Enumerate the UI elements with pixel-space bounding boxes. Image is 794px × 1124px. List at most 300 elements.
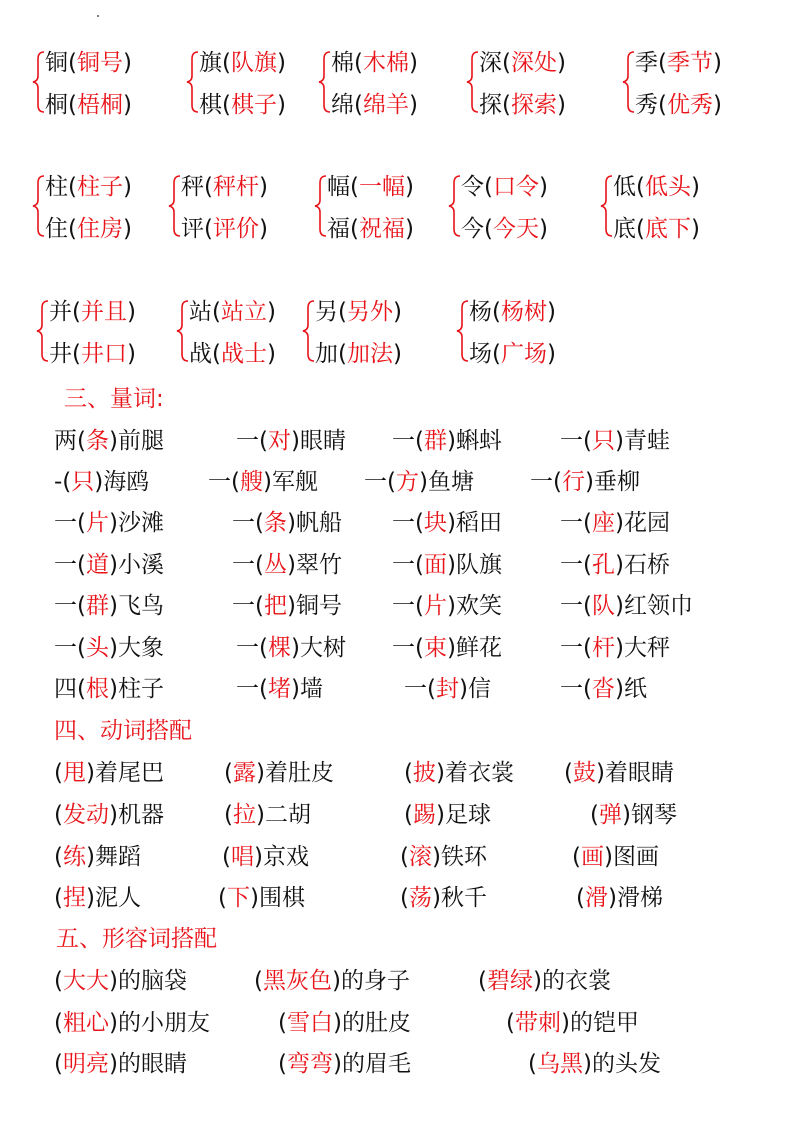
item-prefix: (	[278, 1051, 287, 1077]
base-character: 住	[45, 216, 68, 242]
answer-word: 祝福	[358, 216, 405, 242]
brace-icon	[318, 50, 332, 114]
answer-word: 片	[85, 510, 109, 536]
measure-word-item	[392, 512, 502, 535]
measure-word-item	[392, 430, 502, 453]
item-prefix: 一(	[404, 676, 436, 702]
item-prefix: (	[254, 968, 263, 994]
item-prefix: (	[564, 760, 573, 786]
base-character: 低	[613, 174, 636, 200]
verb-collocation-item	[404, 762, 514, 785]
answer-word: 把	[263, 593, 287, 619]
item-prefix: (	[218, 885, 227, 911]
verb-collocation-item	[400, 846, 487, 869]
answer-word: 梧桐	[76, 92, 123, 118]
item-prefix: 一(	[560, 552, 592, 578]
answer-word: 乌黑	[536, 1051, 583, 1077]
adjective-collocation-item	[528, 1053, 661, 1076]
section-heading-verb-collocations: 四、动词搭配	[54, 718, 192, 744]
measure-word-item	[54, 678, 164, 701]
adjective-collocation-item	[254, 970, 410, 993]
answer-word: 条	[263, 510, 287, 536]
item-suffix: )的身子	[331, 968, 410, 994]
answer-word: 加法	[346, 341, 393, 367]
measure-word-item	[232, 512, 342, 535]
measure-word-item	[232, 595, 342, 618]
item-suffix: )蝌蚪	[446, 428, 502, 454]
answer-word: 木棉	[362, 50, 409, 76]
answer-word: 只	[591, 428, 615, 454]
verb-collocation-item	[590, 804, 677, 827]
answer-word: 住房	[76, 216, 123, 242]
item-suffix: )的铠甲	[560, 1010, 639, 1036]
item-prefix: 两(	[54, 428, 86, 454]
brace-icon	[456, 299, 470, 363]
verb-collocation-item	[54, 887, 141, 910]
brace-icon	[32, 50, 46, 114]
item-prefix: (	[400, 885, 409, 911]
answer-word: 弯弯	[286, 1051, 333, 1077]
answer-word: 艘	[239, 469, 263, 495]
measure-word-item	[560, 678, 647, 701]
item-prefix: 一(	[236, 428, 268, 454]
item-suffix: )秋千	[431, 885, 487, 911]
char-pair-line: 底(底下)	[613, 216, 700, 242]
measure-word-item	[364, 471, 474, 494]
answer-word: 头	[85, 635, 109, 661]
measure-word-item	[232, 554, 342, 577]
char-pair-line: 战(战士)	[189, 341, 276, 367]
answer-word: 群	[85, 593, 109, 619]
answer-word: 对	[267, 428, 291, 454]
base-character: 令	[461, 174, 484, 200]
char-pair-line: 今(今天)	[461, 216, 548, 242]
base-character: 深	[479, 50, 502, 76]
base-character: 评	[181, 216, 204, 242]
base-character: 探	[479, 92, 502, 118]
answer-word: 底下	[644, 216, 691, 242]
page-dot	[97, 15, 99, 17]
measure-word-item	[392, 554, 502, 577]
verb-collocation-item	[404, 804, 491, 827]
char-pair-line: 秀(优秀)	[635, 92, 722, 118]
answer-word: 发动	[62, 802, 109, 828]
item-prefix: 一(	[54, 593, 86, 619]
answer-word: 鼓	[572, 760, 596, 786]
measure-word-item	[236, 678, 323, 701]
item-prefix: (	[590, 802, 599, 828]
answer-word: 甩	[62, 760, 86, 786]
item-prefix: 一(	[392, 635, 424, 661]
answer-word: 孔	[591, 552, 615, 578]
adjective-collocation-item	[478, 970, 611, 993]
item-suffix: )着尾巴	[85, 760, 164, 786]
verb-collocation-item	[222, 846, 309, 869]
item-suffix: )花园	[614, 510, 670, 536]
answer-word: 粗心	[62, 1010, 109, 1036]
answer-word: 柱子	[76, 174, 123, 200]
answer-word: 季节	[666, 50, 713, 76]
item-suffix: )大象	[108, 635, 164, 661]
brace-icon	[32, 174, 46, 238]
base-character: 季	[635, 50, 658, 76]
measure-word-item	[54, 512, 164, 535]
item-prefix: 四(	[54, 676, 86, 702]
char-pair-line: 桐(梧桐)	[45, 92, 132, 118]
brace-icon	[622, 50, 636, 114]
char-pair-line: 评(评价)	[181, 216, 268, 242]
item-prefix: (	[478, 968, 487, 994]
item-suffix: )小溪	[108, 552, 164, 578]
base-character: 棉	[331, 50, 354, 76]
adjective-collocation-item	[54, 970, 187, 993]
base-character: 战	[189, 341, 212, 367]
verb-collocation-item	[224, 804, 311, 827]
item-prefix: (	[404, 760, 413, 786]
adjective-collocation-item	[278, 1012, 411, 1035]
answer-word: 画	[580, 844, 604, 870]
item-suffix: )的小朋友	[108, 1010, 210, 1036]
item-suffix: )泥人	[85, 885, 141, 911]
item-prefix: (	[278, 1010, 287, 1036]
item-suffix: )着肚皮	[255, 760, 334, 786]
item-prefix: (	[572, 844, 581, 870]
item-prefix: (	[404, 802, 413, 828]
verb-collocation-item	[572, 846, 659, 869]
verb-collocation-item	[400, 887, 487, 910]
brace-icon	[302, 299, 316, 363]
char-pair-line: 深(深处)	[479, 50, 566, 76]
item-suffix: )大秤	[614, 635, 670, 661]
answer-word: 披	[412, 760, 436, 786]
item-suffix: )墙	[290, 676, 323, 702]
answer-word: 口令	[492, 174, 539, 200]
answer-word: 滚	[408, 844, 432, 870]
answer-word: 踢	[412, 802, 436, 828]
item-prefix: (	[506, 1010, 515, 1036]
item-suffix: )前腿	[108, 428, 164, 454]
answer-word: 块	[423, 510, 447, 536]
char-pair-line: 绵(绵羊)	[331, 92, 418, 118]
answer-word: 优秀	[666, 92, 713, 118]
answer-word: 另外	[346, 299, 393, 325]
answer-word: 碧绿	[486, 968, 533, 994]
base-character: 绵	[331, 92, 354, 118]
base-character: 另	[315, 299, 338, 325]
verb-collocation-item	[54, 804, 164, 827]
item-prefix: 一(	[54, 510, 86, 536]
answer-word: 探索	[510, 92, 557, 118]
char-pair-line: 加(加法)	[315, 341, 402, 367]
answer-word: 低头	[644, 174, 691, 200]
item-suffix: )着衣裳	[435, 760, 514, 786]
answer-word: 杆	[591, 635, 615, 661]
char-pair-line: 旗(队旗)	[199, 50, 286, 76]
answer-word: 练	[62, 844, 86, 870]
answer-word: 捏	[62, 885, 86, 911]
answer-word: 行	[561, 469, 585, 495]
base-character: 井	[49, 341, 72, 367]
base-character: 桐	[45, 92, 68, 118]
answer-word: 群	[423, 428, 447, 454]
answer-word: 根	[85, 676, 109, 702]
verb-collocation-item	[54, 762, 164, 785]
base-character: 秤	[181, 174, 204, 200]
item-suffix: )滑梯	[607, 885, 663, 911]
answer-word: 只	[71, 469, 95, 495]
char-pair-line: 探(探索)	[479, 92, 566, 118]
answer-word: 下	[226, 885, 250, 911]
item-suffix: )的眉毛	[332, 1051, 411, 1077]
answer-word: 方	[395, 469, 419, 495]
item-prefix: 一(	[232, 510, 264, 536]
char-pair-line: 幅(一幅)	[327, 174, 414, 200]
brace-icon	[466, 50, 480, 114]
char-pair-line: 杨(杨树)	[469, 299, 556, 325]
item-prefix: (	[54, 760, 63, 786]
measure-word-item	[54, 637, 164, 660]
answer-word: 封	[435, 676, 459, 702]
item-suffix: )大树	[290, 635, 346, 661]
item-suffix: )的脑袋	[108, 968, 187, 994]
adjective-collocation-item	[54, 1012, 210, 1035]
measure-word-item	[392, 595, 502, 618]
item-suffix: )青蛙	[614, 428, 670, 454]
measure-word-item	[560, 430, 670, 453]
measure-word-item	[54, 554, 164, 577]
measure-word-item	[54, 595, 164, 618]
answer-word: 堵	[267, 676, 291, 702]
item-suffix: )钢琴	[621, 802, 677, 828]
item-prefix: 一(	[392, 428, 424, 454]
answer-word: 束	[423, 635, 447, 661]
item-suffix: )海鸥	[94, 469, 150, 495]
item-prefix: (	[576, 885, 585, 911]
item-suffix: )信	[458, 676, 491, 702]
item-prefix: (	[528, 1051, 537, 1077]
base-character: 并	[49, 299, 72, 325]
base-character: 场	[469, 341, 492, 367]
brace-icon	[186, 50, 200, 114]
item-prefix: 一(	[236, 635, 268, 661]
char-pair-line: 住(住房)	[45, 216, 132, 242]
answer-word: 战士	[220, 341, 267, 367]
base-character: 加	[315, 341, 338, 367]
answer-word: 弹	[598, 802, 622, 828]
answer-word: 秤杆	[212, 174, 259, 200]
adjective-collocation-item	[506, 1012, 639, 1035]
char-pair-line: 井(井口)	[49, 341, 136, 367]
verb-collocation-item	[224, 762, 334, 785]
item-prefix: 一(	[232, 593, 264, 619]
item-prefix: (	[224, 760, 233, 786]
answer-word: 绵羊	[362, 92, 409, 118]
item-suffix: )纸	[614, 676, 647, 702]
item-suffix: )欢笑	[446, 593, 502, 619]
item-prefix: 一(	[364, 469, 396, 495]
answer-word: 道	[85, 552, 109, 578]
item-suffix: )帆船	[286, 510, 342, 536]
answer-word: 滑	[584, 885, 608, 911]
item-suffix: )图画	[603, 844, 659, 870]
item-prefix: (	[400, 844, 409, 870]
item-suffix: )的眼睛	[108, 1051, 187, 1077]
item-suffix: )围棋	[249, 885, 305, 911]
answer-word: 棋子	[230, 92, 277, 118]
base-character: 今	[461, 216, 484, 242]
section-heading-measure-words: 三、量词:	[64, 386, 164, 412]
answer-word: 棵	[267, 635, 291, 661]
item-prefix: 一(	[560, 593, 592, 619]
char-pair-line: 站(站立)	[189, 299, 276, 325]
measure-word-item	[236, 637, 346, 660]
item-prefix: (	[54, 1051, 63, 1077]
item-prefix: 一(	[392, 552, 424, 578]
item-prefix: 一(	[560, 428, 592, 454]
item-prefix: 一(	[560, 676, 592, 702]
brace-icon	[176, 299, 190, 363]
item-prefix: 一(	[232, 552, 264, 578]
char-pair-line: 场(广场)	[469, 341, 556, 367]
base-character: 秀	[635, 92, 658, 118]
char-pair-line: 并(并且)	[49, 299, 136, 325]
answer-word: 拉	[232, 802, 256, 828]
item-suffix: )翠竹	[286, 552, 342, 578]
item-prefix: -(	[54, 469, 72, 495]
answer-word: 座	[591, 510, 615, 536]
answer-word: 广场	[500, 341, 547, 367]
measure-word-item	[530, 471, 640, 494]
measure-word-item	[236, 430, 346, 453]
item-suffix: )垂柳	[584, 469, 640, 495]
item-prefix: 一(	[54, 635, 86, 661]
answer-word: 一幅	[358, 174, 405, 200]
brace-icon	[314, 174, 328, 238]
answer-word: 雪白	[286, 1010, 333, 1036]
base-character: 福	[327, 216, 350, 242]
char-pair-line: 秤(秤杆)	[181, 174, 268, 200]
item-suffix: )飞鸟	[108, 593, 164, 619]
answer-word: 唱	[230, 844, 254, 870]
answer-word: 明亮	[62, 1051, 109, 1077]
char-pair-line: 棉(木棉)	[331, 50, 418, 76]
measure-word-item	[392, 637, 502, 660]
item-suffix: )红领巾	[614, 593, 693, 619]
answer-word: 站立	[220, 299, 267, 325]
item-suffix: )石桥	[614, 552, 670, 578]
char-pair-line: 棋(棋子)	[199, 92, 286, 118]
item-suffix: )铜号	[286, 593, 342, 619]
item-suffix: )眼睛	[290, 428, 346, 454]
item-suffix: )机器	[108, 802, 164, 828]
measure-word-item	[208, 471, 318, 494]
answer-word: 大大	[62, 968, 109, 994]
answer-word: 铜号	[76, 50, 123, 76]
answer-word: 条	[85, 428, 109, 454]
item-suffix: )军舰	[262, 469, 318, 495]
verb-collocation-item	[576, 887, 663, 910]
item-prefix: (	[54, 968, 63, 994]
answer-word: 评价	[212, 216, 259, 242]
measure-word-item	[560, 512, 670, 535]
char-pair-line: 铜(铜号)	[45, 50, 132, 76]
brace-icon	[36, 299, 50, 363]
measure-word-item	[404, 678, 491, 701]
item-prefix: (	[224, 802, 233, 828]
answer-word: 井口	[80, 341, 127, 367]
item-prefix: 一(	[208, 469, 240, 495]
item-prefix: 一(	[392, 593, 424, 619]
base-character: 幅	[327, 174, 350, 200]
answer-word: 杨树	[500, 299, 547, 325]
answer-word: 荡	[408, 885, 432, 911]
adjective-collocation-item	[278, 1053, 411, 1076]
verb-collocation-item	[54, 846, 141, 869]
brace-icon	[448, 174, 462, 238]
item-suffix: )的头发	[582, 1051, 661, 1077]
char-pair-line: 令(口令)	[461, 174, 548, 200]
char-pair-line: 柱(柱子)	[45, 174, 132, 200]
answer-word: 带刺	[514, 1010, 561, 1036]
brace-icon	[168, 174, 182, 238]
answer-word: 队旗	[230, 50, 277, 76]
answer-word: 深处	[510, 50, 557, 76]
item-suffix: )舞蹈	[85, 844, 141, 870]
item-suffix: )的肚皮	[332, 1010, 411, 1036]
base-character: 棋	[199, 92, 222, 118]
base-character: 柱	[45, 174, 68, 200]
char-pair-line: 另(另外)	[315, 299, 402, 325]
section-heading-adjective-collocations: 五、形容词搭配	[56, 926, 217, 952]
item-suffix: )铁环	[431, 844, 487, 870]
item-prefix: 一(	[54, 552, 86, 578]
base-character: 站	[189, 299, 212, 325]
item-prefix: (	[54, 802, 63, 828]
item-suffix: )队旗	[446, 552, 502, 578]
item-prefix: 一(	[530, 469, 562, 495]
answer-word: 片	[423, 593, 447, 619]
item-suffix: )沙滩	[108, 510, 164, 536]
item-prefix: (	[54, 1010, 63, 1036]
item-prefix: 一(	[560, 635, 592, 661]
brace-icon	[600, 174, 614, 238]
item-suffix: )京戏	[253, 844, 309, 870]
verb-collocation-item	[218, 887, 305, 910]
answer-word: 面	[423, 552, 447, 578]
item-suffix: )二胡	[255, 802, 311, 828]
adjective-collocation-item	[54, 1053, 187, 1076]
item-suffix: )鱼塘	[418, 469, 474, 495]
item-prefix: (	[54, 844, 63, 870]
item-prefix: 一(	[236, 676, 268, 702]
answer-word: 队	[591, 593, 615, 619]
item-suffix: )足球	[435, 802, 491, 828]
measure-word-item	[54, 430, 164, 453]
answer-word: 露	[232, 760, 256, 786]
answer-word: 黑灰色	[262, 968, 332, 994]
base-character: 铜	[45, 50, 68, 76]
item-prefix: 一(	[560, 510, 592, 536]
char-pair-line: 福(祝福)	[327, 216, 414, 242]
measure-word-item	[54, 471, 149, 494]
measure-word-item	[560, 554, 670, 577]
item-prefix: (	[54, 885, 63, 911]
item-suffix: )柱子	[108, 676, 164, 702]
item-prefix: (	[222, 844, 231, 870]
answer-word: 今天	[492, 216, 539, 242]
item-suffix: )鲜花	[446, 635, 502, 661]
answer-word: 并且	[80, 299, 127, 325]
